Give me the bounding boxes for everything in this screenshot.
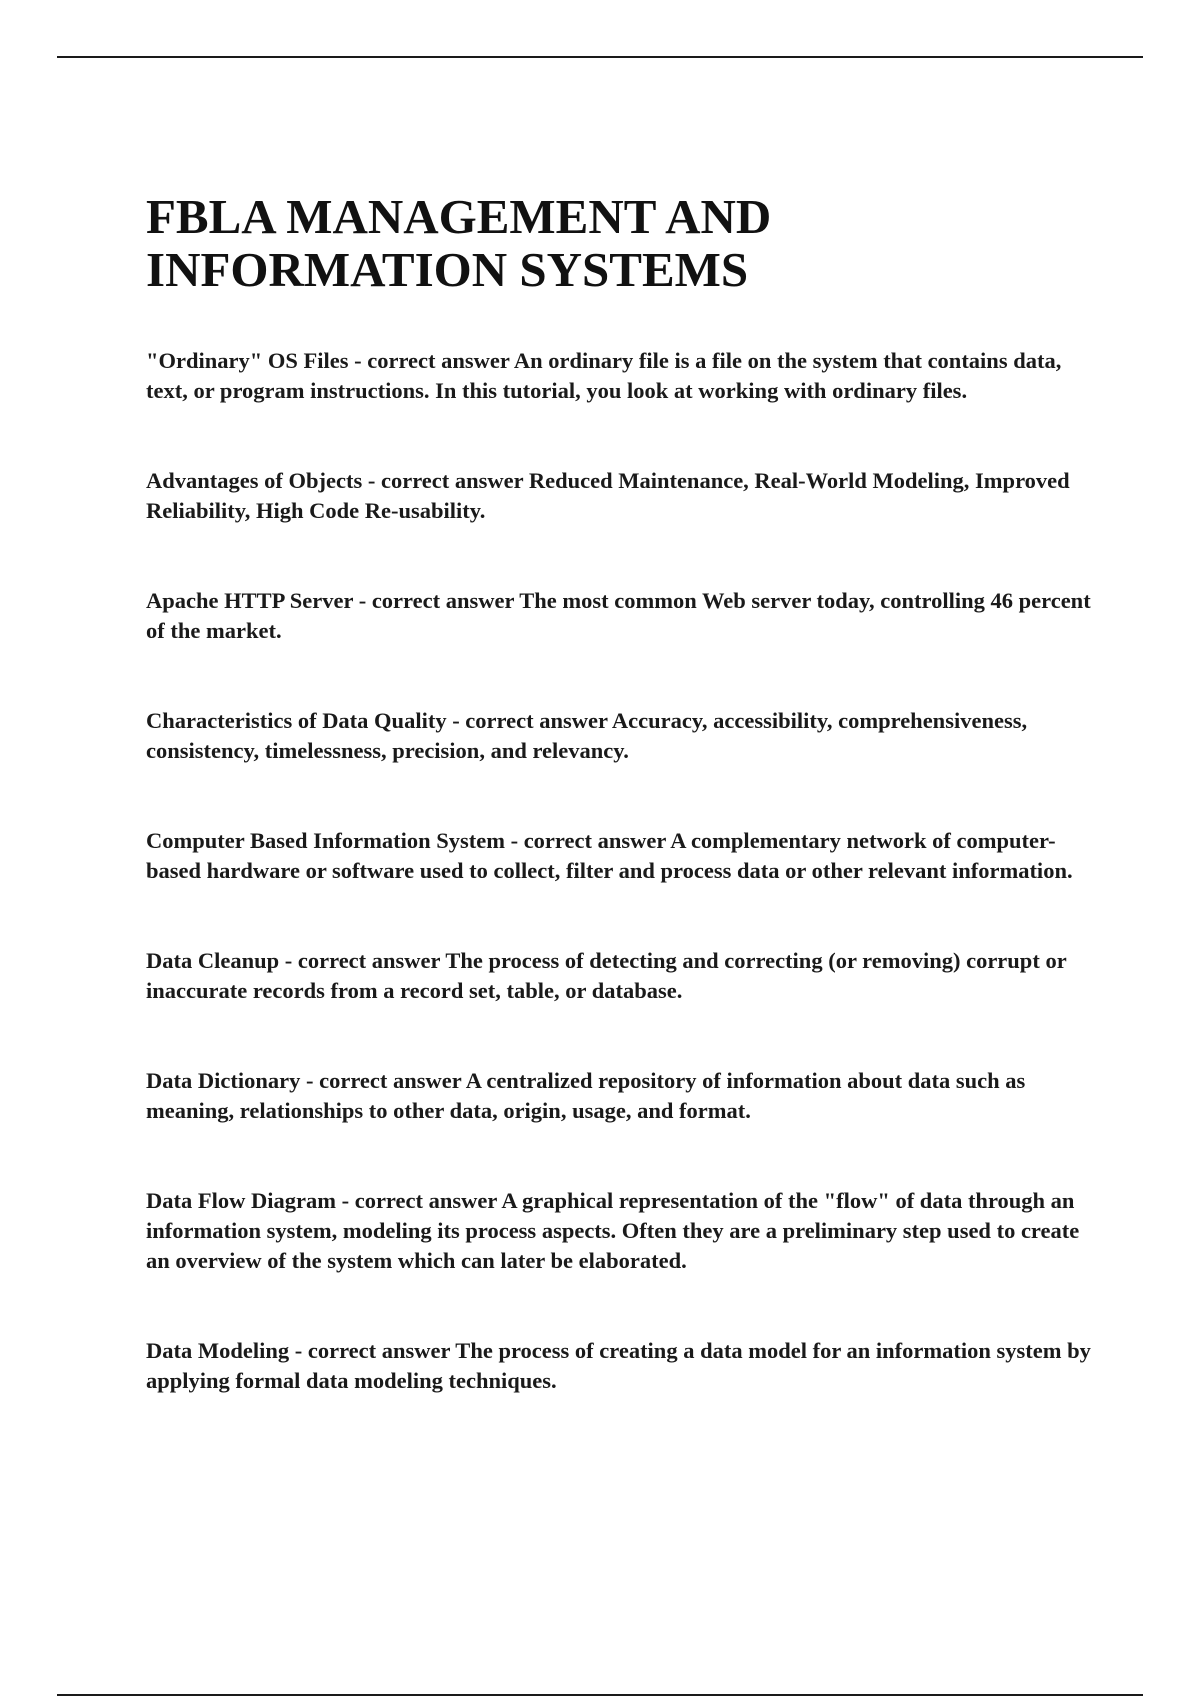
term-entry-data-modeling: Data Modeling - correct answer The process of creating a data model for an information system by applying formal data modeling techniques. [146,1338,1091,1393]
document-title-line-1: FBLA MANAGEMENT AND [146,189,772,244]
top-rule [57,56,1143,58]
term-entry-apache-http-server: Apache HTTP Server - correct answer The most common Web server today, controlling 46 percent of the market. [146,588,1091,643]
term-entry-ordinary-os-files: "Ordinary" OS Files - correct answer An ordinary file is a file on the system that contains data, text, or program instructions. In this tutorial, you look at working with ordinary files. [146,348,1062,403]
term-entry-characteristics-of-data-quality: Characteristics of Data Quality - correct answer Accuracy, accessibility, comprehensiveness, consistency, timelessness, precision, and relevancy. [146,708,1028,763]
document-title [146,190,1096,296]
term-entry-computer-based-information-system: Computer Based Information System - correct answer A complementary network of computer-based hardware or software used to collect, filter and process data or other relevant information. [146,828,1073,883]
bottom-rule [57,1694,1143,1696]
document-content [146,190,1096,1456]
term-entry-data-flow-diagram: Data Flow Diagram - correct answer A graphical representation of the "flow" of data through an information system, modeling its process aspects. Often they are a preliminary step used to create an overview of the system which can later be elaborated. [146,1188,1080,1273]
document-title-line-2: INFORMATION SYSTEMS [146,242,749,297]
term-entry-data-cleanup: Data Cleanup - correct answer The process of detecting and correcting (or removing) corrupt or inaccurate records from a record set, table, or database. [146,948,1067,1003]
term-entry-data-dictionary: Data Dictionary - correct answer A centralized repository of information about data such as meaning, relationships to other data, origin, usage, and format. [146,1068,1026,1123]
term-entry-advantages-of-objects: Advantages of Objects - correct answer Reduced Maintenance, Real-World Modeling, Improved Reliability, High Code Re-usability. [146,468,1070,523]
